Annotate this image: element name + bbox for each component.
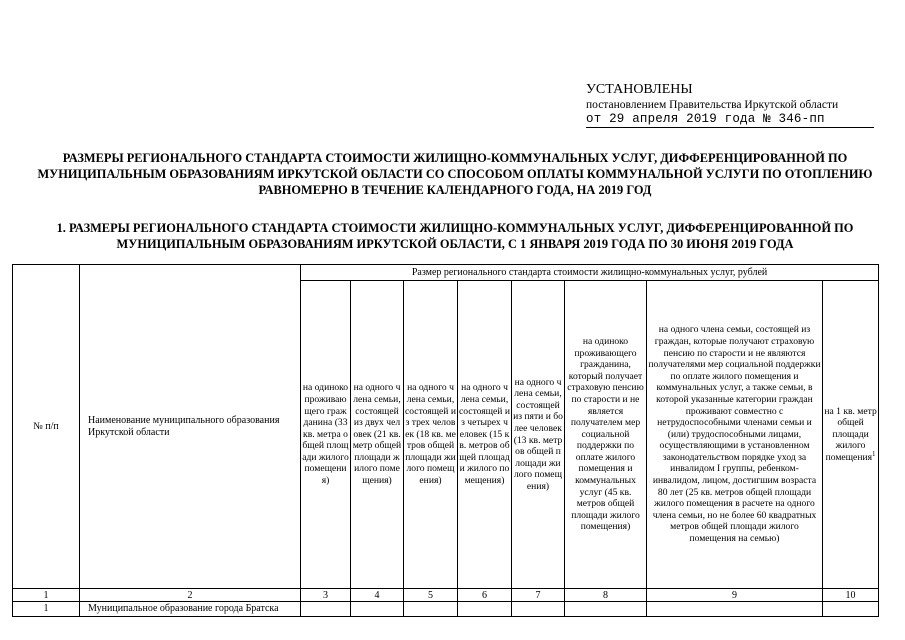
row-value bbox=[458, 602, 512, 617]
column-number: 3 bbox=[301, 589, 351, 602]
row-value bbox=[823, 602, 879, 617]
row-number: 1 bbox=[13, 602, 80, 617]
column-number-row bbox=[13, 589, 879, 602]
document-title: РАЗМЕРЫ РЕГИОНАЛЬНОГО СТАНДАРТА СТОИМОСТИ ЖИЛИЩНО-КОММУНАЛЬНЫХ УСЛУГ, ДИФФЕРЕНЦИРОВАННОЙ ПО МУНИЦИПАЛЬНЫМ ОБРАЗОВАНИЯМ ИРКУТСКОЙ ОБЛАСТИ СО СПОСОБОМ ОПЛАТЫ КОММУНАЛЬНОЙ УСЛУГИ ПО ОТОПЛЕНИЮ РАВНОМЕРНО В ТЕЧЕНИЕ КАЛЕНДАРНОГО ГОДА, НА 2019 ГОД bbox=[37, 151, 873, 197]
column-number: 8 bbox=[565, 589, 647, 602]
row-value bbox=[301, 602, 351, 617]
header-col-5: на одного члена семьи, состоящей из трех человек (18 кв. метров общей площади жилого помещения) bbox=[404, 281, 458, 589]
column-number: 1 bbox=[13, 589, 80, 602]
column-number: 10 bbox=[823, 589, 879, 602]
approval-block bbox=[586, 82, 878, 128]
standards-table bbox=[12, 264, 879, 617]
row-value bbox=[565, 602, 647, 617]
row-value bbox=[351, 602, 404, 617]
column-number: 7 bbox=[512, 589, 565, 602]
row-value bbox=[512, 602, 565, 617]
column-number: 5 bbox=[404, 589, 458, 602]
section-title: 1. РАЗМЕРЫ РЕГИОНАЛЬНОГО СТАНДАРТА СТОИМОСТИ ЖИЛИЩНО-КОММУНАЛЬНЫХ УСЛУГ, ДИФФЕРЕНЦИРОВАННОЙ ПО МУНИЦИПАЛЬНЫМ ОБРАЗОВАНИЯМ ИРКУТСКОЙ ОБЛАСТИ, С 1 ЯНВАРЯ 2019 ГОДА ПО 30 ИЮНЯ 2019 ГОДА bbox=[56, 221, 854, 251]
header-municipality: Наименование муниципального образования Иркутской области bbox=[80, 265, 301, 589]
row-value bbox=[404, 602, 458, 617]
header-col-8: на одиноко проживающего гражданина, который получает страховую пенсию по старости и не является получателем мер социальной поддержки по оплате жилого помещения и коммунальных услуг (45 кв. метров общей площади жилого помещения) bbox=[565, 281, 647, 589]
row-value bbox=[647, 602, 823, 617]
column-number: 4 bbox=[351, 589, 404, 602]
approval-line: постановлением Правительства Иркутской области bbox=[586, 99, 839, 111]
header-col-7: на одного члена семьи, состоящей из пяти и более человек (13 кв. метров общей площади жилого помещения) bbox=[512, 281, 565, 589]
approval-date: от 29 апреля 2019 года № 346-пп bbox=[586, 112, 825, 126]
header-col-6: на одного члена семьи, состоящей из четырех человек (15 кв. метров общей площади жилого помещения) bbox=[458, 281, 512, 589]
column-number: 2 bbox=[80, 589, 301, 602]
header-col-10-text: на 1 кв. метр общей площади жилого помещения bbox=[824, 405, 877, 463]
header-col-3: на одиноко проживающего гражданина (33 кв. метра общей площади жилого помещения) bbox=[301, 281, 351, 589]
header-col-4: на одного члена семьи, состоящей из двух человек (21 кв. метр общей площади жилого помещения) bbox=[351, 281, 404, 589]
approval-underline bbox=[586, 127, 874, 128]
footnote-mark: 1 bbox=[872, 449, 876, 458]
header-number: № п/п bbox=[13, 265, 80, 589]
table-row bbox=[13, 602, 879, 617]
approval-heading: УСТАНОВЛЕНЫ bbox=[586, 82, 693, 97]
header-col-10 bbox=[823, 281, 879, 589]
row-municipality: Муниципальное образование города Братска bbox=[80, 602, 301, 617]
header-col-9: на одного члена семьи, состоящей из граждан, которые получают страховую пенсию по старости и не являются получателями мер социальной поддержки по оплате жилого помещения и коммунальных услуг, а также семьи, в которой указанные категории граждан проживают совместно с нетрудоспособными членами семьи и (или) трудоспособными лицами, осуществляющими в установленном законодательством порядке уход за инвалидом I группы, ребенком-инвалидом, лицом, достигшим возраста 80 лет (25 кв. метров общей площади жилого помещения в расчете на одного члена семьи, но не более 60 квадратных метров общей площади жилого помещения на семью) bbox=[647, 281, 823, 589]
column-number: 9 bbox=[647, 589, 823, 602]
column-number: 6 bbox=[458, 589, 512, 602]
header-group: Размер регионального стандарта стоимости жилищно-коммунальных услуг, рублей bbox=[301, 265, 879, 281]
